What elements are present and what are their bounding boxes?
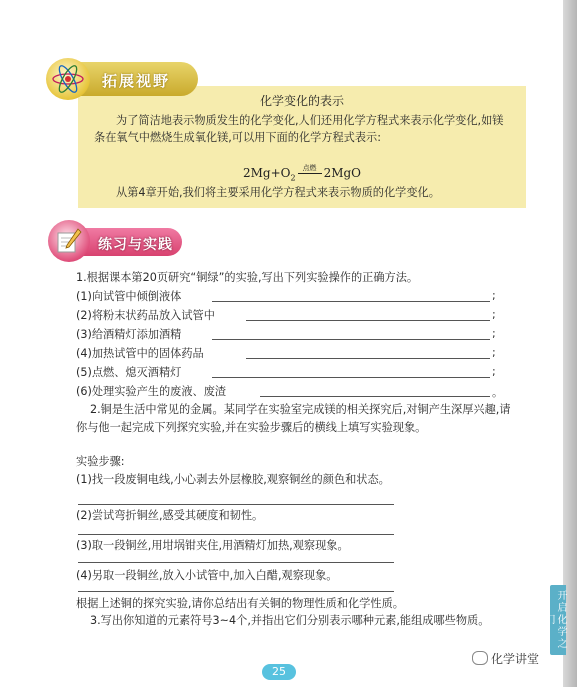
- extension-box: [78, 86, 526, 208]
- q1-item-5: (5)点燃、熄灭酒精灯: [76, 366, 182, 379]
- steps-label: 实验步骤:: [76, 455, 125, 468]
- step-1: (1)找一段废铜电线,小心剥去外层橡胶,观察铜丝的颜色和状态。: [76, 473, 390, 486]
- step-2: (2)尝试弯折铜丝,感受其硬度和韧性。: [76, 509, 264, 522]
- question-3: 3.写出你知道的元素符号3~4个,并指出它们分别表示哪种元素,能组成哪些物质。: [90, 614, 490, 627]
- q1-item-1: (1)向试管中倾倒液体: [76, 290, 182, 303]
- answer-line[interactable]: [246, 320, 490, 321]
- q1-item-6: (6)处理实验产生的废液、废渣: [76, 385, 227, 398]
- semicolon: ;: [492, 327, 496, 340]
- question-1-intro: 1.根据课本第20页研究“铜绿”的实验,写出下列实验操作的正确方法。: [76, 271, 419, 284]
- answer-line[interactable]: [78, 504, 394, 505]
- answer-line[interactable]: [212, 301, 490, 302]
- extension-heading: 化学变化的表示: [259, 94, 344, 108]
- semicolon: ;: [492, 289, 496, 302]
- page-edge: [563, 0, 577, 687]
- watermark: 化学讲堂: [472, 650, 539, 667]
- q1-item-4: (4)加热试管中的固体药品: [76, 347, 204, 360]
- q1-item-3: (3)给酒精灯添加酒精: [76, 328, 182, 341]
- page-number: 25: [262, 664, 296, 680]
- answer-line[interactable]: [78, 562, 394, 563]
- semicolon: ;: [492, 346, 496, 359]
- semicolon: ;: [492, 365, 496, 378]
- answer-line[interactable]: [212, 377, 490, 378]
- equation-condition: 点燃: [302, 164, 317, 172]
- pencil-icon: [48, 220, 90, 262]
- atom-icon: [46, 58, 90, 100]
- practice-title: 练习与实践: [98, 237, 173, 253]
- chapter-side-tab: 开启化学之门: [550, 585, 566, 655]
- extension-paragraph: 为了简洁地表示物质发生的化学变化,人们还用化学方程式来表示化学变化,如镁条在氧气中燃烧生成氧化镁,可以用下面的化学方程式表示:: [94, 114, 504, 144]
- chemical-equation: $2Mg+O_2$ 点燃 2MgO: [242, 164, 362, 183]
- equation-arrow: [298, 164, 322, 174]
- q1-item-2: (2)将粉末状药品放入试管中: [76, 309, 215, 322]
- extension-paragraph-2: 从第4章开始,我们将主要采用化学方程式来表示物质的化学变化。: [116, 186, 440, 199]
- wechat-icon: [472, 651, 488, 665]
- extension-title: 拓展视野: [102, 72, 171, 90]
- step-4: (4)另取一段铜丝,放入小试管中,加入白醋,观察现象。: [76, 569, 338, 582]
- question-2-intro: 2.铜是生活中常见的金属。某同学在实验室完成镁的相关探究后,对铜产生深厚兴趣,请你与他一起完成下列探究实验,并在实验步骤后的横线上填写实验现象。: [76, 403, 511, 434]
- semicolon: ;: [492, 308, 496, 321]
- question-2-conclusion: 根据上述铜的探究实验,请你总结出有关铜的物理性质和化学性质。: [76, 597, 404, 610]
- period: 。: [492, 386, 503, 399]
- step-3: (3)取一段铜丝,用坩埚钳夹住,用酒精灯加热,观察现象。: [76, 539, 349, 552]
- answer-line[interactable]: [260, 396, 490, 397]
- answer-line[interactable]: [246, 358, 490, 359]
- answer-line[interactable]: [78, 591, 394, 592]
- answer-line[interactable]: [212, 339, 490, 340]
- answer-line[interactable]: [78, 534, 394, 535]
